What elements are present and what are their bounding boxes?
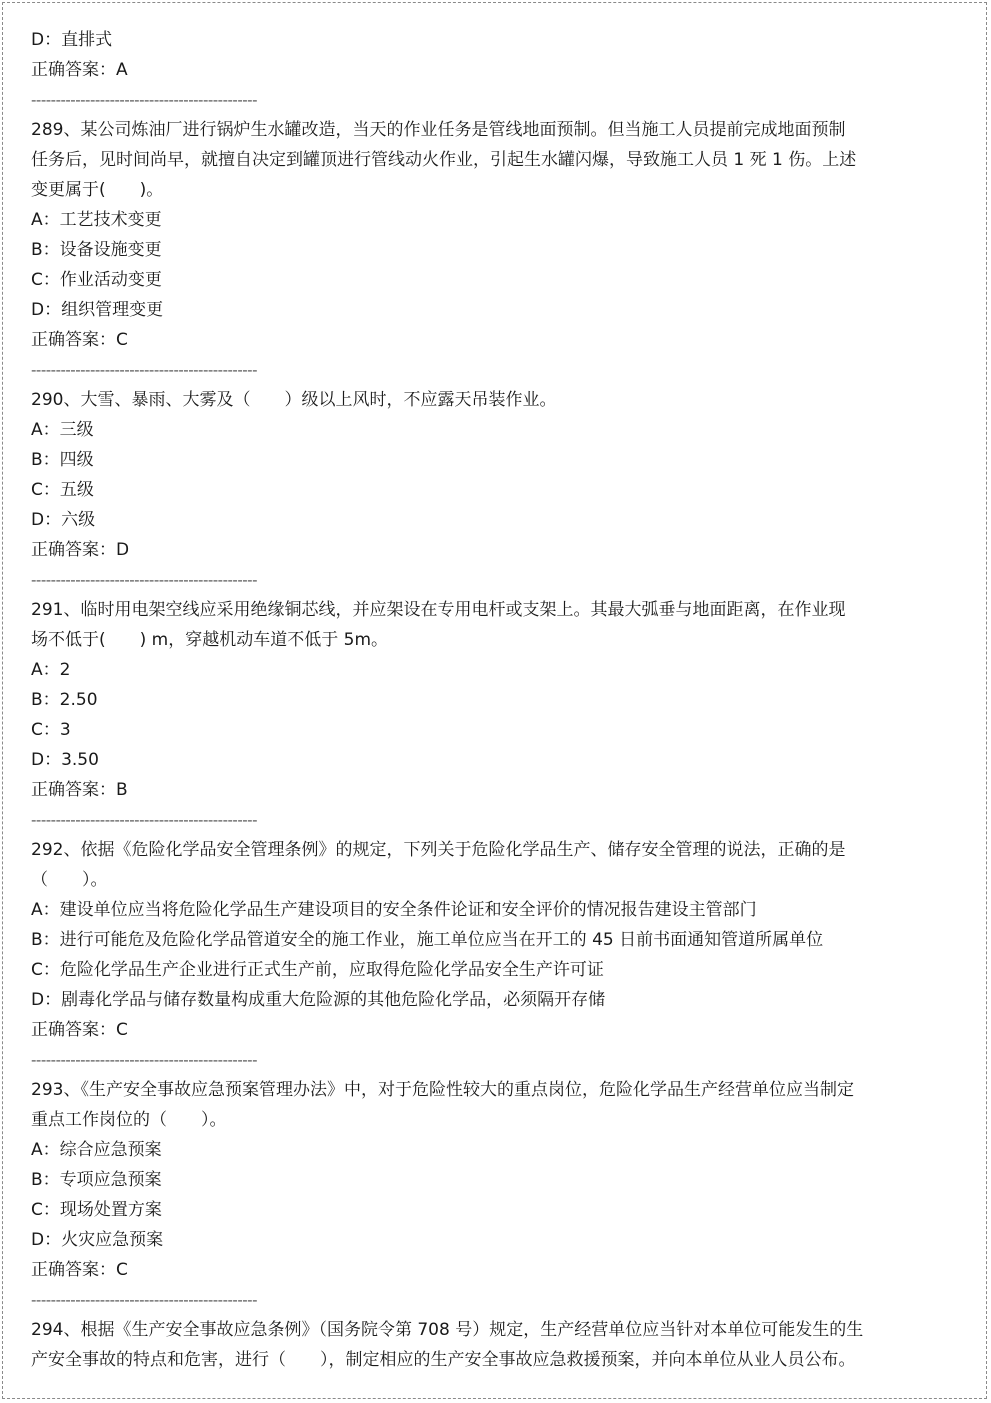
separator: ---------------------------------------------- — [31, 811, 257, 829]
separator: ---------------------------------------------- — [31, 1291, 257, 1309]
option-b: B：2.50 — [31, 690, 98, 710]
option-b: B：专项应急预案 — [31, 1170, 162, 1190]
separator: ---------------------------------------------- — [31, 361, 257, 379]
option-c: C：现场处置方案 — [31, 1200, 162, 1220]
question-stem-line: 289、某公司炼油厂进行锅炉生水罐改造，当天的作业任务是管线地面预制。但当施工人员提前完成地面预制 — [31, 120, 846, 140]
separator: ---------------------------------------------- — [31, 91, 257, 109]
option-d: D：火灾应急预案 — [31, 1230, 164, 1250]
option-d: D：3.50 — [31, 750, 99, 770]
separator: ---------------------------------------------- — [31, 1051, 257, 1069]
answer: 正确答案：B — [31, 780, 128, 800]
question-stem-line: 290、大雪、暴雨、大雾及（ ）级以上风时，不应露天吊装作业。 — [31, 390, 557, 410]
option-c: C：作业活动变更 — [31, 270, 162, 290]
option-b: B：进行可能危及危险化学品管道安全的施工作业，施工单位应当在开工的 45 日前书面通知管道所属单位 — [31, 930, 824, 950]
separator: ---------------------------------------------- — [31, 571, 257, 589]
option-a: A：2 — [31, 660, 71, 680]
question-stem-line: 291、临时用电架空线应采用绝缘铜芯线，并应架设在专用电杆或支架上。其最大弧垂与地面距离，在作业现 — [31, 600, 846, 620]
option-d: D：剧毒化学品与储存数量构成重大危险源的其他危险化学品，必须隔开存储 — [31, 990, 606, 1010]
answer: 正确答案：C — [31, 1260, 128, 1280]
option-c: C：五级 — [31, 480, 94, 500]
question-stem-line: 任务后，见时间尚早，就擅自决定到罐顶进行管线动火作业，引起生水罐闪爆，导致施工人员 1 死 1 伤。上述 — [31, 150, 857, 170]
question-stem-line: 293、《生产安全事故应急预案管理办法》中，对于危险性较大的重点岗位，危险化学品生产经营单位应当制定 — [31, 1080, 854, 1100]
option-a: A：工艺技术变更 — [31, 210, 162, 230]
option-b: B：四级 — [31, 450, 94, 470]
answer: 正确答案：A — [31, 60, 128, 80]
answer: 正确答案：D — [31, 540, 130, 560]
option-d: D：组织管理变更 — [31, 300, 164, 320]
question-stem-line: 重点工作岗位的（ ）。 — [31, 1110, 227, 1130]
option-d: D：六级 — [31, 510, 96, 530]
question-list — [31, 25, 881, 1375]
option-a: A：综合应急预案 — [31, 1140, 162, 1160]
option-a: A：三级 — [31, 420, 94, 440]
option-a: A：建设单位应当将危险化学品生产建设项目的安全条件论证和安全评价的情况报告建设主管部门 — [31, 900, 757, 920]
question-stem-line: （ ）。 — [31, 870, 108, 890]
answer: 正确答案：C — [31, 330, 128, 350]
option-b: B：设备设施变更 — [31, 240, 162, 260]
option-d: D：直排式 — [31, 30, 113, 50]
option-c: C：危险化学品生产企业进行正式生产前，应取得危险化学品安全生产许可证 — [31, 960, 604, 980]
question-stem-line: 294、根据《生产安全事故应急条例》（国务院令第 708 号）规定，生产经营单位应当针对本单位可能发生的生 — [31, 1320, 864, 1340]
question-stem-line: 变更属于( )。 — [31, 180, 164, 200]
question-stem-line: 场不低于( ) m，穿越机动车道不低于 5m。 — [31, 630, 389, 650]
question-stem-line: 292、依据《危险化学品安全管理条例》的规定，下列关于危险化学品生产、储存安全管理的说法，正确的是 — [31, 840, 846, 860]
answer: 正确答案：C — [31, 1020, 128, 1040]
option-c: C：3 — [31, 720, 71, 740]
question-stem-line: 产安全事故的特点和危害，进行（ ），制定相应的生产安全事故应急救援预案，并向本单位从业人员公布。 — [31, 1350, 856, 1370]
